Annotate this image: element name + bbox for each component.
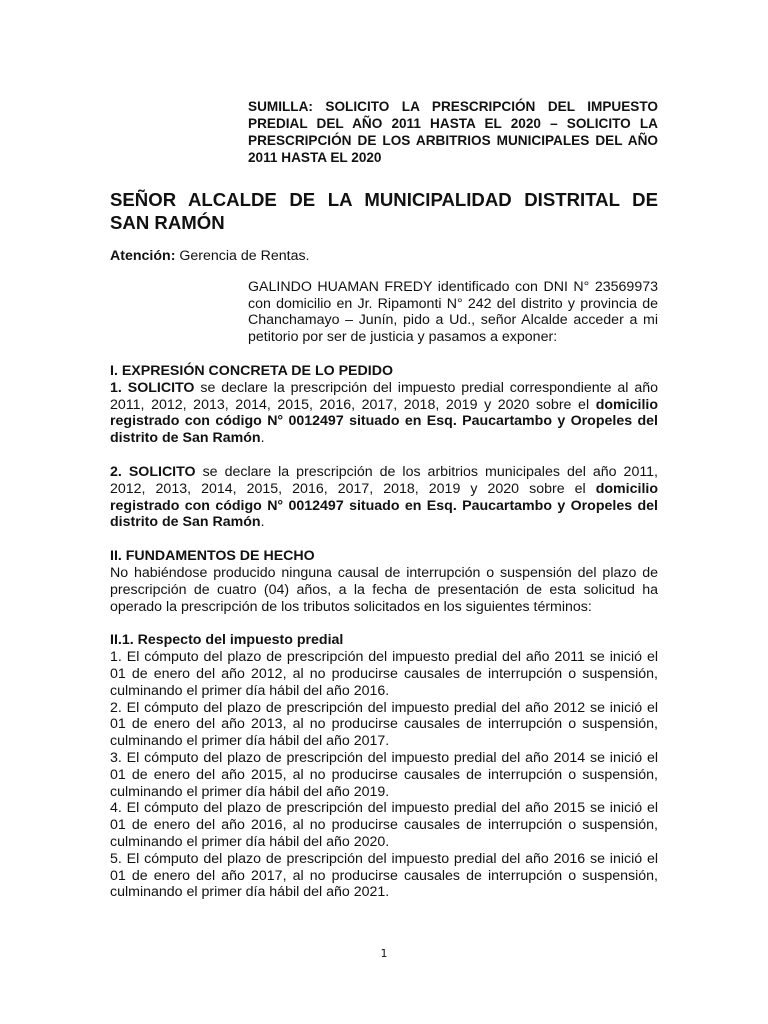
request-item-1-end: .	[260, 430, 265, 447]
request-item-1-bold: domicilio registrado con código N° 0012497 situado en Esq. Paucartambo y Oropeles del distrito de San Ramón	[110, 396, 658, 447]
request-item-1	[110, 380, 658, 447]
request-item-2-end: .	[260, 514, 265, 531]
document-body	[110, 98, 658, 901]
list-item: 4. El cómputo del plazo de prescripción del impuesto predial del año 2015 se inició el 01 de enero del año 2016, al no producirse causales de interrupción o suspensión, culminando el primer día hábil del año 2020.	[110, 800, 658, 850]
request-item-2-lead: 2. SOLICITO	[110, 463, 196, 480]
addressee-title: SEÑOR ALCALDE DE LA MUNICIPALIDAD DISTRITAL DE SAN RAMÓN	[110, 189, 658, 233]
section-2-heading: II. FUNDAMENTOS DE HECHO	[110, 548, 315, 565]
list-item: 1. El cómputo del plazo de prescripción del impuesto predial del año 2011 se inició el 01 de enero del año 2012, al no producirse causales de interrupción o suspensión, culminando el primer día hábil del año 2016.	[110, 649, 658, 699]
section-1-heading: I. EXPRESIÓN CONCRETA DE LO PEDIDO	[110, 362, 393, 379]
list-item: 5. El cómputo del plazo de prescripción del impuesto predial del año 2016 se inició el 01 de enero del año 2017, al no producirse causales de interrupción o suspensión, culminando el primer día hábil del año 2021.	[110, 850, 658, 901]
request-item-2-bold: domicilio registrado con código N° 0012497 situado en Esq. Paucartambo y Oropeles del distrito de San Ramón	[110, 480, 658, 531]
subsection-1	[110, 632, 658, 901]
section-2	[110, 548, 658, 615]
request-item-1-lead: 1. SOLICITO	[110, 379, 195, 396]
attention-line	[110, 248, 658, 265]
section-2-paragraph: No habiéndose producido ninguna causal de interrupción o suspensión del plazo de prescripción de cuatro (04) años, a la fecha de presentación de esta solicitud ha operado la prescripción de los tributos solicitados en los siguientes términos:	[110, 564, 658, 615]
sumilla: SUMILLA: SOLICITO LA PRESCRIPCIÓN DEL IMPUESTO PREDIAL DEL AÑO 2011 HASTA EL 2020 – SOLICITO LA PRESCRIPCIÓN DE LOS ARBITRIOS MUNICIPALES DEL AÑO 2011 HASTA EL 2020	[248, 99, 658, 165]
page-number: 1	[380, 947, 388, 960]
request-item-1-text: se declare la prescripción del impuesto predial correspondiente al año 2011, 2012, 2013, 2014, 2015, 2016, 2017, 2018, 2019 y 2020 sobre el	[110, 379, 658, 413]
list-item: 2. El cómputo del plazo de prescripción del impuesto predial del año 2012 se inició el 01 de enero del año 2013, al no producirse causales de interrupción o suspensión, culminando el primer día hábil del año 2017.	[110, 699, 658, 750]
section-1	[110, 363, 658, 531]
attention-value: Gerencia de Rentas.	[175, 248, 310, 264]
request-item-2-text: se declare la prescripción de los arbitrios municipales del año 2011, 2012, 2013, 2014, 2015, 2016, 2017, 2018, 2019 y 2020 sobre el	[110, 463, 658, 497]
request-item-2	[110, 464, 658, 531]
attention-label: Atención:	[110, 248, 176, 264]
list-item: 3. El cómputo del plazo de prescripción del impuesto predial del año 2014 se inició el 01 de enero del año 2015, al no producirse causales de interrupción o suspensión, culminando el primer día hábil del año 2019.	[110, 749, 658, 800]
intro-paragraph: GALINDO HUAMAN FREDY identificado con DNI N° 23569973 con domicilio en Jr. Ripamonti N° 242 del distrito y provincia de Chanchamayo – Junín, pido a Ud., señor Alcalde acceder a mi petitorio por ser de justicia y pasamos a exponer:	[248, 278, 658, 346]
subsection-1-heading: II.1. Respecto del impuesto predial	[110, 632, 344, 649]
